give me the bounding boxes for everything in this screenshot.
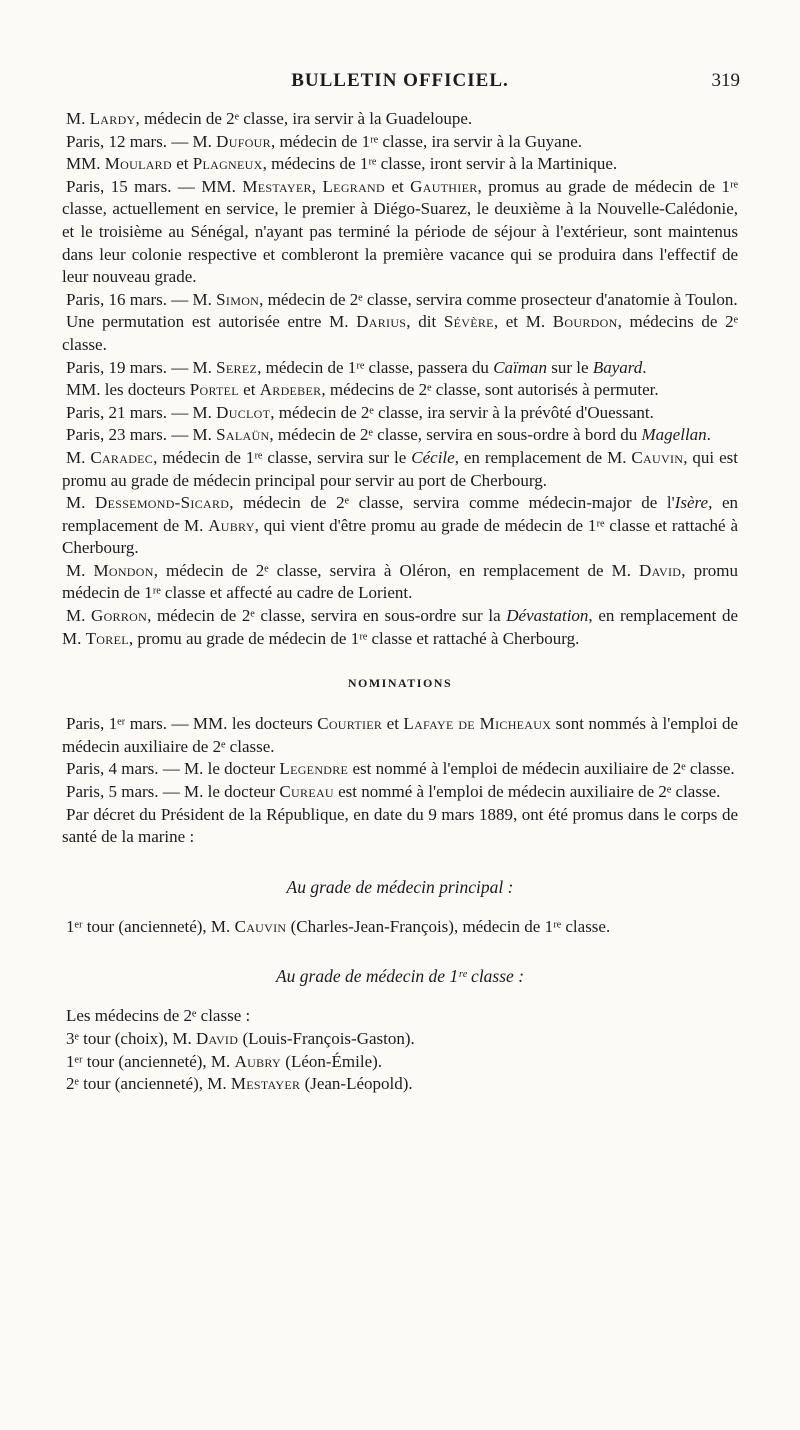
ship-name: Bayard [592,357,643,377]
person-name: Courtier [317,714,383,734]
person-name: Lafaye de Micheaux [403,714,552,734]
ship-name: Magellan [641,425,707,445]
ship-name: Isère [674,493,709,513]
mutation-paragraph: MM. les docteurs Portel et Ardeber, médecins de 2ᵉ classe, sont autorisés à permuter. [66,380,659,400]
promotion-line: 3ᵉ tour (choix), M. David (Louis-François-Gaston). [66,1029,415,1048]
nomination-paragraph: Paris, 4 mars. — M. le docteur Legendre est nommé à l'emploi de médecin auxiliaire de 2ᵉ classe. [66,759,735,779]
promotion-list [62,1005,738,1095]
person-name: Legrand [322,176,385,196]
mutation-paragraph: Paris, 21 mars. — M. Duclot, médecin de 2ᵉ classe, ira servir à la prévôté d'Ouessant. [66,402,654,422]
promotion-line: Les médecins de 2ᵉ classe : [66,1006,251,1026]
mutation-paragraph: M. Dessemond-Sicard, médecin de 2ᵉ classe, servira comme médecin-major de l'Isère, en remplacement de M. Aubry, qui vient d'être promu au grade de médecin de 1ʳᵉ classe et rattaché à Cherbourg. [62,493,739,558]
mutation-paragraph: M. Gorron, médecin de 2ᵉ classe, servira en sous-ordre sur la Dévastation, en remplacement de M. Torel, promu au grade de médecin de 1ʳᵉ classe et rattaché à Cherbourg. [62,606,738,648]
person-name: Plagneux [192,154,263,174]
mutation-paragraph: M. Caradec, médecin de 1ʳᵉ classe, servira sur le Cécile, en remplacement de M. Cauvin, qui est promu au grade de médecin principal pour servir au port de Cherbourg. [62,447,738,490]
person-name: David [195,1029,239,1048]
mutation-paragraph: Une permutation est autorisée entre M. Darius, dit Sévère, et M. Bourdon, médecins de 2ᵉ classe. [62,312,738,354]
document-page [62,0,738,1096]
nomination-paragraph: Paris, 5 mars. — M. le docteur Cureau est nommé à l'emploi de médecin auxiliaire de 2ᵉ classe. [66,782,721,802]
person-name: Simon [216,289,260,309]
promotion-heading: Au grade de médecin principal : [286,876,514,897]
person-name: Mestayer [230,1074,301,1094]
person-name: Aubry [208,515,255,535]
person-name: Mondon [93,560,154,580]
person-name: Cauvin [631,447,684,467]
person-name: Sévère [443,312,494,332]
promotions-section [62,877,738,1096]
person-name: Salaün [216,425,270,445]
page-number: 319 [711,70,740,91]
person-name: Gorron [91,606,148,626]
nominations-section [62,713,738,849]
mutation-paragraph: M. Lardy, médecin de 2ᵉ classe, ira servir à la Guadeloupe. [66,109,473,128]
mutation-paragraph: Paris, 12 mars. — M. Dufour, médecin de 1ʳᵉ classe, ira servir à la Guyane. [66,131,583,151]
mutation-paragraph: M. Mondon, médecin de 2ᵉ classe, servira à Oléron, en remplacement de M. David, promu médecin de 1ʳᵉ classe et affecté au cadre de Lorient. [62,560,738,603]
person-name: Torel [85,628,129,648]
promotion-line: 1ᵉʳ tour (ancienneté), M. Cauvin (Charles-Jean-François), médecin de 1ʳᵉ classe. [66,916,611,936]
promotion-line: 2ᵉ tour (ancienneté), M. Mestayer (Jean-Léopold). [66,1074,413,1094]
mutation-paragraph: Paris, 15 mars. — MM. Mestayer, Legrand et Gauthier, promus au grade de médecin de 1ʳᵉ classe, actuellement en service, le premier à Diégo-Suarez, le deuxième à la Nouvelle-Calédonie, et le troisième au Sénégal, n'ayant pas terminé la période de séjour à l'extérieur, sont maintenus dans leur colonie respective et combleront la première vacance qui se produira dans l'effectif de leur nouveau grade. [62,176,738,287]
running-title: BULLETIN OFFICIEL. [291,70,509,91]
page-header [62,70,738,110]
ship-name: Caïman [493,357,548,377]
person-name: Lardy [89,109,136,128]
person-name: Ardeber [259,380,322,400]
person-name: Legendre [279,759,349,779]
mutation-paragraph: Paris, 19 mars. — M. Serez, médecin de 1ʳᵉ classe, passera du Caïman sur le Bayard. [66,357,647,377]
mutation-paragraph: Paris, 16 mars. — M. Simon, médecin de 2ᵉ classe, servira comme prosecteur d'anatomie à Toulon. [66,289,738,309]
person-name: Caradec [90,447,154,467]
promotion-heading: Au grade de médecin de 1ʳᵉ classe : [275,966,525,987]
promotion-list [62,916,738,939]
mutations-section [62,108,738,650]
person-name: Serez [216,357,258,377]
person-name: David [639,560,682,580]
person-name: Bourdon [552,312,618,332]
nomination-paragraph: Par décret du Président de la République, en date du 9 mars 1889, ont été promus dans le corps de santé de la marine : [62,804,738,847]
person-name: Darius [356,312,407,332]
section-title-nominations: NOMINATIONS [347,676,453,691]
person-name: Gauthier [410,176,478,196]
ship-name: Cécile [411,447,455,467]
person-name: Cauvin [234,916,287,936]
nomination-paragraph: Paris, 1ᵉʳ mars. — MM. les docteurs Courtier et Lafaye de Micheaux sont nommés à l'emploi de médecin auxiliaire de 2ᵉ classe. [62,714,738,756]
mutation-paragraph: Paris, 23 mars. — M. Salaün, médecin de 2ᵉ classe, servira en sous-ordre à bord du Magellan. [66,425,711,445]
person-name: Duclot [216,402,271,422]
person-name: Moulard [104,154,172,174]
ship-name: Dévastation [506,606,589,626]
article-body [62,108,738,1096]
person-name: Dufour [216,131,271,151]
person-name: Mestayer [242,176,312,196]
person-name: Portel [189,380,239,400]
person-name: Aubry [234,1051,282,1071]
promotion-line: 1ᵉʳ tour (ancienneté), M. Aubry (Léon-Émile). [66,1051,383,1071]
person-name: Dessemond-Sicard [95,493,230,513]
mutation-paragraph: MM. Moulard et Plagneux, médecins de 1ʳᵉ classe, iront servir à la Martinique. [66,154,618,174]
person-name: Cureau [279,782,334,802]
